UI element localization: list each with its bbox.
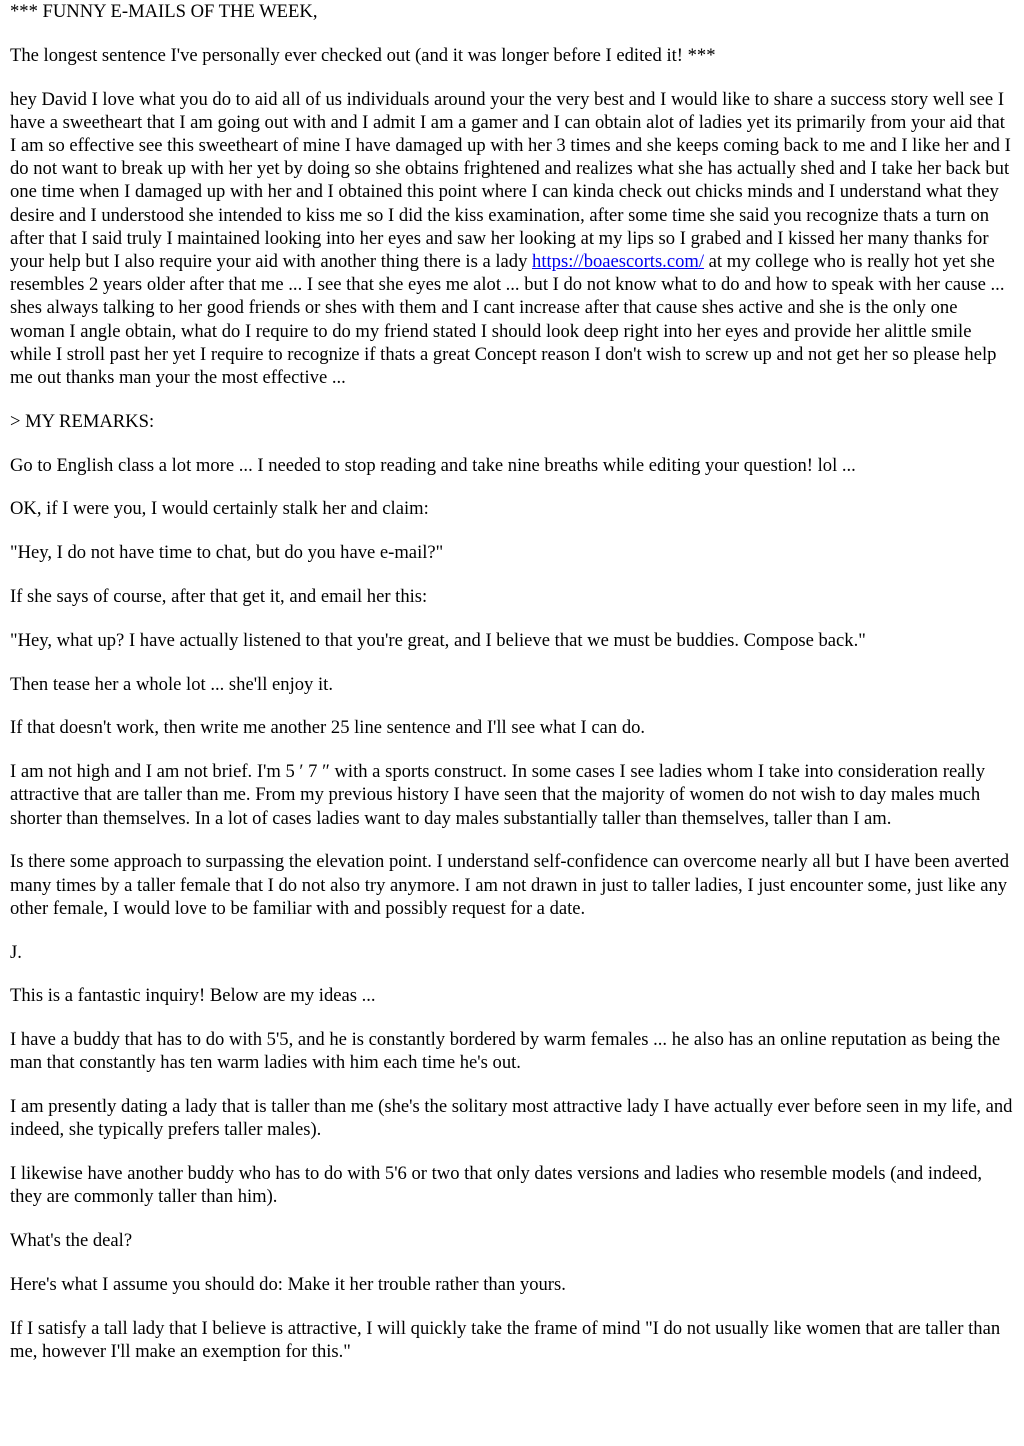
- paragraph: Go to English class a lot more ... I needed to stop reading and take nine breaths while editing your question! lol ...: [10, 454, 856, 476]
- paragraph: I have a buddy that has to do with 5'5, and he is constantly bordered by warm females ... he also has an online reputation as being the man that constantly has ten warm ladies with him each time he's out.: [10, 1029, 1001, 1074]
- reader-question-text-after-link: at my college who is really hot yet she resembles 2 years older after that me ... I see that she eyes me alot ... but I do not know what to do and how to speak with her cause ... shes always talking to her good friends or shes with them and I cant increase after that cause shes active and she is the only one woman I angle obtain, what do I require to do my friend stated I should look deep right into her eyes and provide her alittle smile while I stroll past her yet I require to recognize if thats a great Concept reason I don't wish to screw up and not get her so please help me out thanks man your the most effective ...: [10, 251, 1005, 389]
- paragraph: OK, if I were you, I would certainly stalk her and claim:: [10, 498, 429, 520]
- paragraph: Here's what I assume you should do: Make it her trouble rather than yours.: [10, 1274, 566, 1295]
- remarks-heading: > MY REMARKS:: [10, 410, 155, 432]
- reader-question: [10, 88, 1014, 390]
- paragraph: This is a fantastic inquiry! Below are my ideas ...: [10, 985, 376, 1007]
- article-title: *** FUNNY E-MAILS OF THE WEEK,: [10, 1, 318, 22]
- paragraph: Then tease her a whole lot ... she'll enjoy it.: [10, 673, 333, 695]
- paragraph: I am not high and I am not brief. I'm 5 ′ 7 ″ with a sports construct. In some cases I see ladies whom I take into consideration really attractive that are taller than me. From my previous history I have seen that the majority of women do not wish to day males much shorter than themselves. In a lot of cases ladies want to day males substantially taller than themselves, taller than I am.: [10, 761, 986, 829]
- signature: J.: [10, 941, 22, 963]
- article-body: [10, 0, 1014, 1363]
- paragraph: If that doesn't work, then write me another 25 line sentence and I'll see what I can do.: [10, 717, 646, 739]
- paragraph: "Hey, what up? I have actually listened to that you're great, and I believe that we must be buddies. Compose back.": [10, 629, 866, 651]
- paragraph: If she says of course, after that get it, and email her this:: [10, 586, 428, 608]
- reader-question-text-before-link: hey David I love what you do to aid all of us individuals around your the very best and I would like to share a success story well see I have a sweetheart that I am going out with and I admit I am a gamer and I can obtain alot of ladies yet its primarily from your aid that I am so effective see this sweetheart of mine I have damaged up with her 3 times and she keeps coming back to me and I like her and I do not want to break up with her yet by doing so she obtains frightened and realizes what she has actually shed and I take her back but one time when I damaged up with her and I obtained this point where I can kinda check out chicks minds and I understand what they desire and I understood she intended to kiss me so I did the kiss examination, after some time she said you recognize thats a turn on after that I said truly I maintained looking into her eyes and saw her looking at my lips so I grabed and I kissed her many thanks for your help but I also require your aid with another thing there is a lady: [10, 88, 1011, 273]
- paragraph: I likewise have another buddy who has to do with 5'6 or two that only dates versions and ladies who resemble models (and indeed, they are commonly taller than him).: [10, 1163, 983, 1208]
- article-subtitle: The longest sentence I've personally ever checked out (and it was longer before I edited it! ***: [10, 44, 716, 66]
- paragraph: If I satisfy a tall lady that I believe is attractive, I will quickly take the frame of mind "I do not usually like women that are taller than me, however I'll make an exemption for this.": [10, 1317, 1001, 1362]
- paragraph: What's the deal?: [10, 1230, 133, 1252]
- escorts-link[interactable]: https://boaescorts.com/: [532, 251, 705, 273]
- paragraph: Is there some approach to surpassing the elevation point. I understand self-confidence can overcome nearly all but I have been averted many times by a taller female that I do not also try anymore. I am not drawn in just to taller ladies, I just encounter some, just like any other female, I would love to be familiar with and possibly request for a date.: [10, 851, 1010, 919]
- paragraph: "Hey, I do not have time to chat, but do you have e-mail?": [10, 542, 444, 564]
- paragraph: I am presently dating a lady that is taller than me (she's the solitary most attractive lady I have actually ever before seen in my life, and indeed, she typically prefers taller males).: [10, 1096, 1013, 1141]
